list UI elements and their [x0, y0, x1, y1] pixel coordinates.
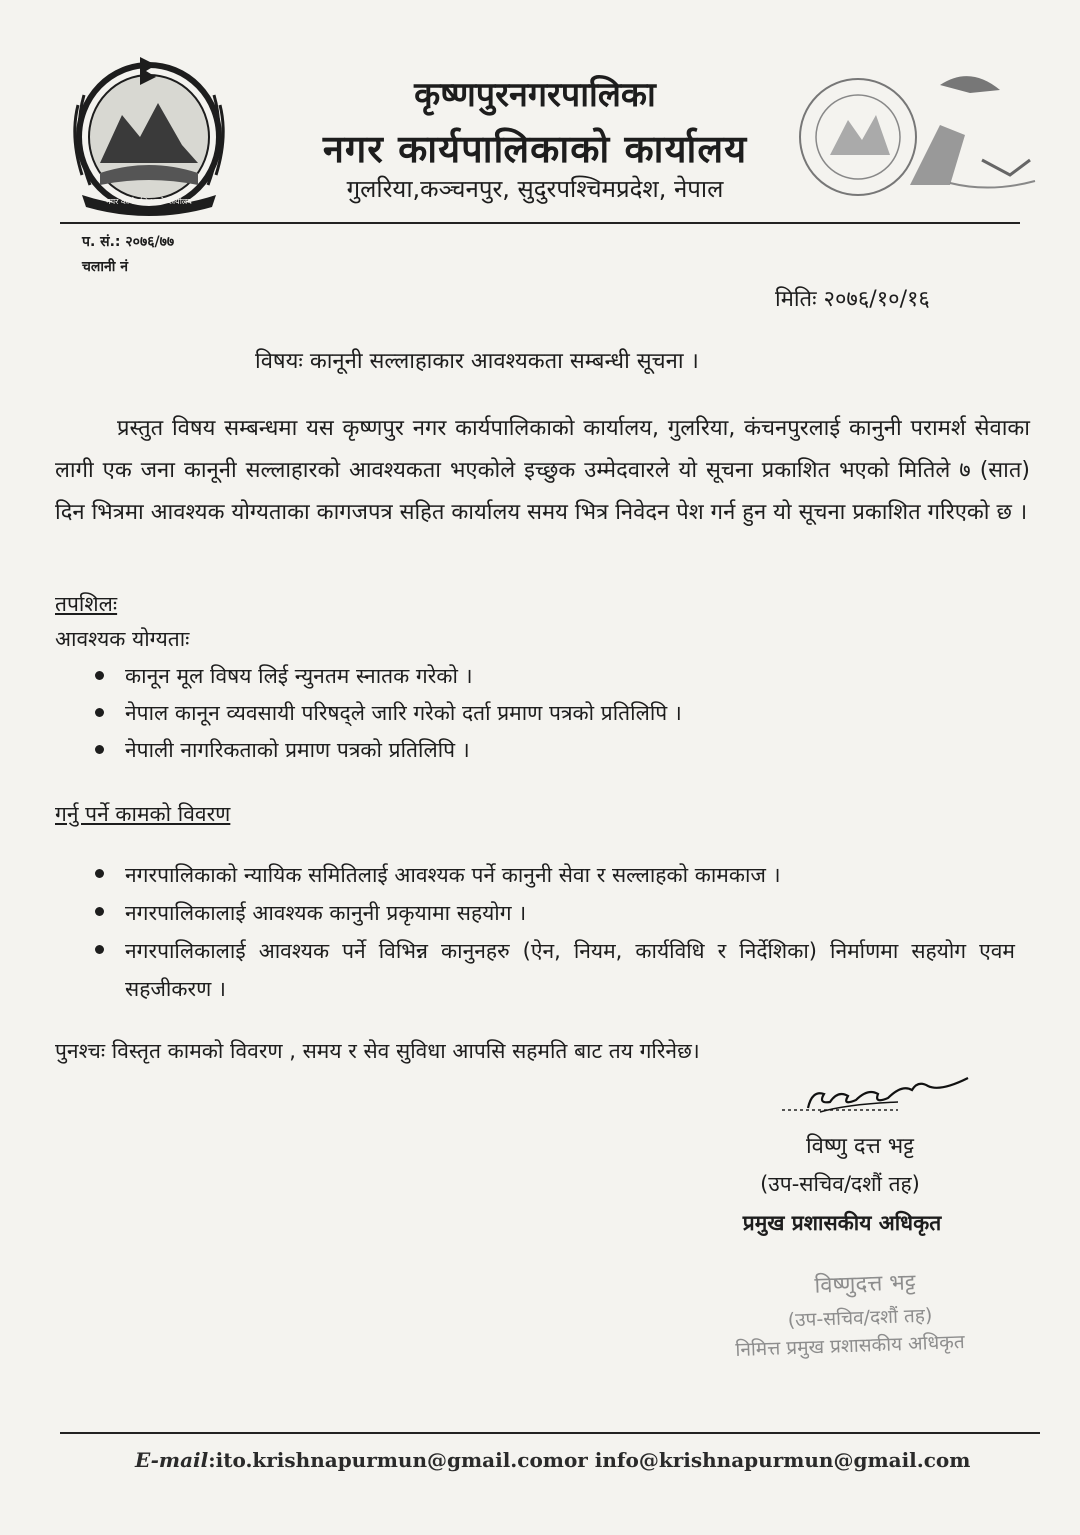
stamp-rank: (उप-सचिव/दशौं तह) [787, 1304, 933, 1332]
qualification-list [125, 658, 1005, 769]
letter-date: मितिः २०७६/१०/१६ [775, 287, 930, 312]
emblem-banner-text: नगर कार्यपालिकाको कार्यालय [106, 197, 192, 206]
handwritten-signature-icon [778, 1060, 978, 1122]
list-item: कानून मूल विषय लिई न्युनतम स्नातक गरेको । [125, 658, 1005, 695]
details-heading: तपशिलः [55, 592, 118, 616]
letter-subject: विषयः कानूनी सल्लाहाकार आवश्यकता सम्बन्धी सूचना । [255, 349, 699, 374]
footer-email [135, 1448, 970, 1472]
list-item: नेपाल कानून व्यवसायी परिषद्ले जारि गरेको दर्ता प्रमाण पत्रको प्रतिलिपि । [125, 695, 1005, 732]
bullet-icon [95, 945, 104, 954]
office-address: गुलरिया,कञ्चनपुर, सुदुरपश्चिमप्रदेश, नेपाल [346, 175, 724, 203]
qualification-label: आवश्यक योग्यताः [55, 627, 190, 651]
stamp-name: विष्णुदत्त भट्ट [814, 1270, 916, 1299]
list-item: नगरपालिकालाई आवश्यक पर्ने विभिन्न कानुनहरु (ऐन, नियम, कार्यविधि र निर्देशिका) निर्माणमा सहयोग एवम सहजीकरण । [125, 932, 1015, 1008]
duties-heading: गर्नु पर्ने कामको विवरण [55, 802, 231, 826]
office-name: नगर कार्यपालिकाको कार्यालय [322, 127, 748, 171]
list-item: नेपाली नागरिकताको प्रमाण पत्रको प्रतिलिपि । [125, 732, 1005, 769]
postscript: पुनश्चः विस्तृत कामको विवरण , समय र सेव सुविधा आपसि सहमति बाट तय गरिनेछ। [55, 1039, 700, 1063]
email-label: E-mail [135, 1448, 209, 1472]
letter-body: प्रस्तुत विषय सम्बन्धमा यस कृष्णपुर नगर कार्यपालिकाको कार्यालय, गुलरिया, कंचनपुरलाई कानुनी परामर्श सेवाका लागी एक जना कानूनी सल्लाहारको आवश्यकता भएकोले इच्छुक उम्मेदवारले यो सूचना प्रकाशित भएको मितिले ७ (सात) दिन भित्रमा आवश्यक योग्यताका कागजपत्र सहित कार्यालय समय भित्र निवेदन पेश गर्न हुन यो सूचना प्रकाशित गरिएको छ । [55, 416, 1030, 525]
signatory-name: विष्णु दत्त भट्ट [805, 1134, 914, 1159]
list-item: नगरपालिकालाई आवश्यक कानुनी प्रकृयामा सहयोग । [125, 894, 1015, 932]
bullet-icon [95, 907, 104, 916]
municipality-name: कृष्णपुरनगरपालिका [414, 75, 656, 115]
email-addresses: :ito.krishnapurmun@gmail.comor info@krishnapurmun@gmail.com [208, 1448, 971, 1472]
bullet-icon [95, 708, 104, 717]
reference-number: प. सं.: २०७६/७७ [82, 234, 175, 250]
bullet-icon [95, 745, 104, 754]
dispatch-number: चलानी नं [82, 259, 129, 275]
bullet-icon [95, 671, 104, 680]
header-divider [60, 222, 1020, 224]
footer-divider [60, 1432, 1040, 1434]
nepal-government-emblem-icon [60, 45, 238, 217]
signatory-title: प्रमुख प्रशासकीय अधिकृत [742, 1211, 942, 1235]
signatory-rank: (उप-सचिव/दशौं तह) [760, 1172, 920, 1196]
list-item: नगरपालिकाको न्यायिक समितिलाई आवश्यक पर्ने कानुनी सेवा र सल्लाहको कामकाज । [125, 856, 1015, 894]
duties-list [125, 856, 1015, 1008]
municipality-round-seal-visit-nepal-2020-icon [790, 65, 1040, 230]
bullet-icon [95, 869, 104, 878]
stamp-title: निमित्त प्रमुख प्रशासकीय अधिकृत [735, 1331, 965, 1361]
